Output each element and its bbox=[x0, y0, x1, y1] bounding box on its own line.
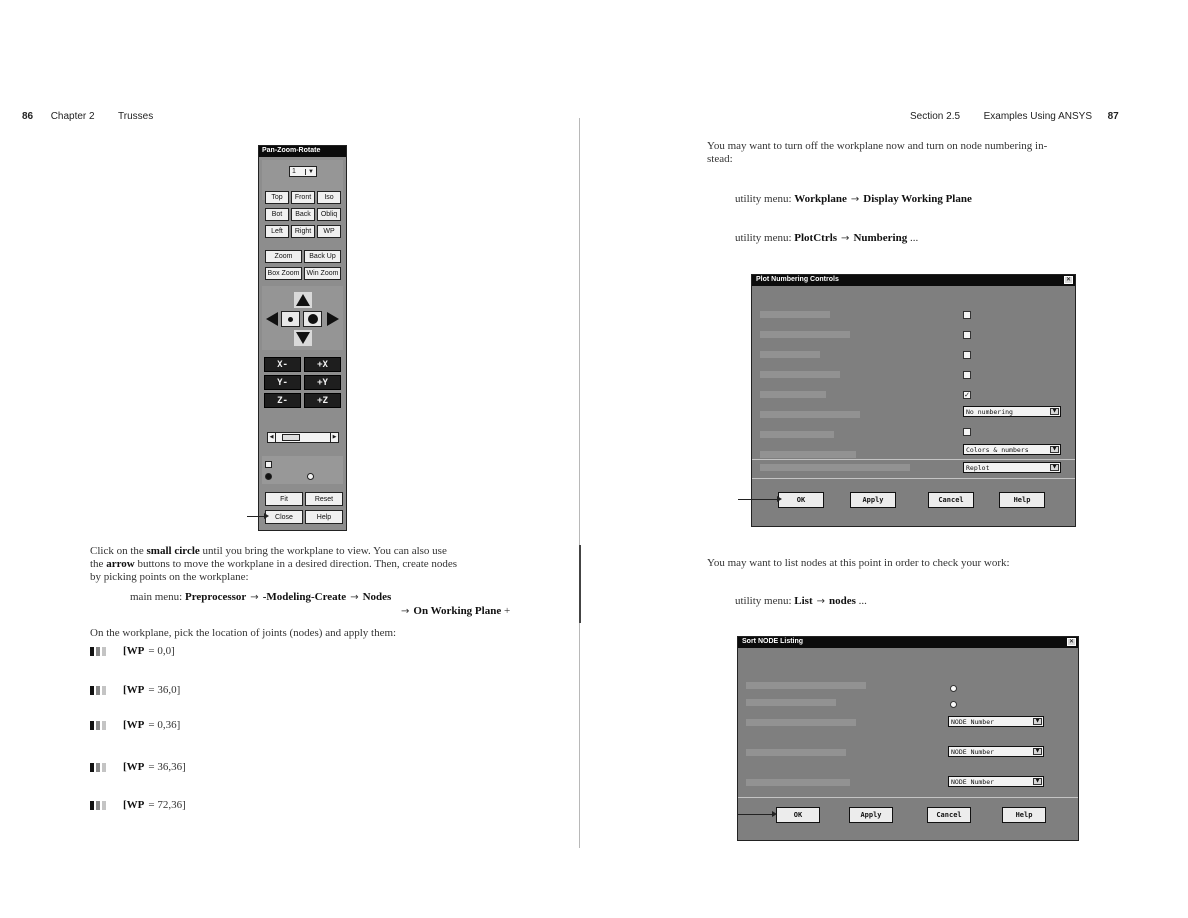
cancel-button[interactable]: Cancel bbox=[928, 492, 974, 508]
plot-numbering-title: Plot Numbering Controls bbox=[752, 275, 1075, 286]
close-button[interactable]: Close bbox=[265, 510, 303, 524]
left-paragraph-2: On the workplane, pick the location of joints (nodes) and apply them: bbox=[90, 627, 397, 639]
box-zoom-button[interactable]: Box Zoom bbox=[265, 267, 302, 280]
help-button[interactable]: Help bbox=[999, 492, 1045, 508]
utility-menu-list: utility menu: List → nodes ... bbox=[735, 595, 867, 607]
gutter-shadow bbox=[579, 545, 581, 623]
right-paragraph-2: You may want to list nodes at this point in order to check your work: bbox=[707, 557, 1010, 569]
plot-numbering-dialog bbox=[751, 274, 1076, 527]
ok-button[interactable]: OK bbox=[776, 807, 820, 823]
wp-step-5 bbox=[90, 798, 186, 812]
small-circle-icon bbox=[288, 317, 293, 322]
option-label-blurred bbox=[746, 779, 850, 786]
close-callout-arrow bbox=[247, 516, 265, 517]
wp-label: [WP bbox=[123, 799, 145, 811]
sort-field-value: NODE Number bbox=[951, 777, 995, 786]
sort-field-select-3[interactable] bbox=[948, 776, 1044, 787]
fit-button[interactable]: Fit bbox=[265, 492, 303, 506]
page-gutter bbox=[579, 118, 580, 848]
display-select[interactable] bbox=[963, 444, 1061, 455]
view-left-button[interactable]: Left bbox=[265, 225, 289, 238]
node-pick-icon bbox=[90, 646, 109, 657]
pan-zoom-rotate-title: Pan-Zoom-Rotate bbox=[259, 146, 346, 157]
view-iso-button[interactable]: Iso bbox=[317, 191, 341, 204]
sort-field-value: NODE Number bbox=[951, 747, 995, 756]
wp-value: = 36,0] bbox=[148, 684, 181, 696]
wp-value: = 0,0] bbox=[148, 645, 175, 657]
right-page-header bbox=[910, 111, 1119, 122]
checkbox-icon[interactable] bbox=[963, 331, 971, 339]
pan-zoom-rotate-panel bbox=[258, 145, 347, 531]
node-pick-icon bbox=[90, 762, 109, 773]
left-chapter-title: Trusses bbox=[118, 111, 154, 122]
mode-radio-2[interactable] bbox=[307, 473, 314, 480]
win-zoom-button[interactable]: Win Zoom bbox=[304, 267, 341, 280]
option-label-blurred bbox=[760, 311, 830, 318]
option-label-blurred bbox=[760, 431, 834, 438]
dropdown-icon: ▼ bbox=[1050, 446, 1059, 453]
option-label-blurred bbox=[760, 351, 820, 358]
dropdown-icon: ▼ bbox=[1033, 748, 1042, 755]
wp-step-4 bbox=[90, 760, 186, 774]
view-back-button[interactable]: Back bbox=[291, 208, 315, 221]
mode-radio-1[interactable] bbox=[265, 473, 272, 480]
sort-field-select-2[interactable] bbox=[948, 746, 1044, 757]
checkbox-icon[interactable] bbox=[963, 428, 971, 436]
big-circle-button[interactable] bbox=[303, 311, 322, 327]
view-bot-button[interactable]: Bot bbox=[265, 208, 289, 221]
replot-select-value: Replot bbox=[966, 463, 990, 472]
rotate-x-plus-button[interactable]: +X bbox=[304, 357, 341, 372]
utility-menu-workplane: utility menu: Workplane → Display Working Plane bbox=[735, 193, 972, 205]
dynamic-mode-checkbox[interactable] bbox=[265, 461, 272, 468]
rotate-z-plus-button[interactable]: +Z bbox=[304, 393, 341, 408]
right-section-label: Section 2.5 bbox=[910, 111, 961, 122]
view-obliq-button[interactable]: Obliq bbox=[317, 208, 341, 221]
rotate-z-minus-button[interactable]: Z- bbox=[264, 393, 301, 408]
radio-selected-icon[interactable] bbox=[950, 701, 957, 708]
option-label-blurred bbox=[746, 682, 866, 689]
option-label-blurred bbox=[760, 411, 860, 418]
window-select[interactable] bbox=[289, 166, 317, 177]
dropdown-icon: ▼ bbox=[1050, 408, 1059, 415]
dropdown-icon: ▼ bbox=[305, 169, 316, 175]
wp-step-1 bbox=[90, 644, 175, 658]
left-chapter-label: Chapter 2 bbox=[50, 111, 95, 122]
checkbox-icon[interactable] bbox=[963, 371, 971, 379]
replot-select[interactable] bbox=[963, 462, 1061, 473]
option-label-blurred bbox=[746, 719, 856, 726]
paragraph-line: stead: bbox=[707, 153, 733, 165]
wp-value: = 0,36] bbox=[148, 719, 181, 731]
left-paragraph-1 bbox=[90, 545, 457, 584]
close-icon[interactable]: ✕ bbox=[1068, 638, 1075, 645]
cancel-button[interactable]: Cancel bbox=[927, 807, 971, 823]
down-arrow-icon[interactable] bbox=[294, 330, 312, 346]
option-label-blurred bbox=[746, 699, 836, 706]
left-page-number: 86 bbox=[22, 111, 34, 122]
paragraph-line: You may want to turn off the workplane now and turn on node numbering in- bbox=[707, 140, 1048, 152]
radio-icon[interactable] bbox=[950, 685, 957, 692]
help-button[interactable]: Help bbox=[305, 510, 343, 524]
small-circle-button[interactable] bbox=[281, 311, 300, 327]
right-page-number: 87 bbox=[1107, 111, 1119, 122]
right-section-title: Examples Using ANSYS bbox=[983, 111, 1092, 122]
wp-label: [WP bbox=[123, 719, 145, 731]
reset-button[interactable]: Reset bbox=[305, 492, 343, 506]
paragraph-line: by picking points on the workplane: bbox=[90, 571, 249, 583]
wp-value: = 36,36] bbox=[148, 761, 186, 773]
dialog-separator bbox=[738, 797, 1078, 798]
zoom-button[interactable]: Zoom bbox=[265, 250, 302, 263]
help-button[interactable]: Help bbox=[1002, 807, 1046, 823]
checkbox-checked-icon[interactable]: ✓ bbox=[964, 391, 970, 399]
ok-callout-arrow bbox=[737, 814, 773, 815]
main-menu-path-line2: → On Working Plane + bbox=[401, 605, 511, 617]
replot-label-blurred bbox=[760, 464, 910, 471]
node-pick-icon bbox=[90, 720, 109, 731]
ok-callout-arrow bbox=[738, 499, 778, 500]
wp-label: [WP bbox=[123, 761, 145, 773]
option-label-blurred bbox=[760, 331, 850, 338]
option-label-blurred bbox=[760, 391, 826, 398]
option-label-blurred bbox=[760, 451, 856, 458]
dropdown-icon: ▼ bbox=[1050, 464, 1059, 471]
left-arrow-icon[interactable] bbox=[264, 310, 280, 328]
slider-thumb[interactable] bbox=[282, 434, 300, 441]
rate-slider[interactable] bbox=[267, 432, 339, 443]
checkbox-icon[interactable] bbox=[963, 311, 971, 319]
dialog-separator bbox=[752, 459, 1075, 460]
window-select-value: 1 bbox=[292, 168, 296, 175]
right-arrow-icon[interactable] bbox=[325, 310, 341, 328]
wp-value: = 72,36] bbox=[148, 799, 186, 811]
sort-field-select-1[interactable] bbox=[948, 716, 1044, 727]
numbering-select-value: No numbering bbox=[966, 407, 1013, 416]
paragraph-line: Click on the small circle until you bring the workplane to view. You can also use bbox=[90, 545, 447, 557]
wp-label: [WP bbox=[123, 645, 145, 657]
right-paragraph-1 bbox=[707, 140, 1047, 166]
checkbox-icon[interactable] bbox=[963, 351, 971, 359]
option-label-blurred bbox=[746, 749, 846, 756]
node-pick-icon bbox=[90, 800, 109, 811]
paragraph-line: the arrow buttons to move the workplane in a desired direction. Then, create nodes bbox=[90, 558, 458, 570]
node-pick-icon bbox=[90, 685, 109, 696]
left-page-header bbox=[22, 111, 153, 122]
up-arrow-icon[interactable] bbox=[294, 292, 312, 308]
numbering-select[interactable] bbox=[963, 406, 1061, 417]
dialog-separator bbox=[752, 478, 1075, 479]
wp-label: [WP bbox=[123, 684, 145, 696]
rotate-x-minus-button[interactable]: X- bbox=[264, 357, 301, 372]
apply-button[interactable]: Apply bbox=[849, 807, 893, 823]
option-label-blurred bbox=[760, 371, 840, 378]
sort-node-title: Sort NODE Listing bbox=[738, 637, 1078, 648]
dropdown-icon: ▼ bbox=[1033, 778, 1042, 785]
view-wp-button[interactable]: WP bbox=[317, 225, 341, 238]
back-up-button[interactable]: Back Up bbox=[304, 250, 341, 263]
close-icon[interactable]: ✕ bbox=[1065, 276, 1072, 283]
panel-texture bbox=[262, 456, 343, 484]
sort-field-value: NODE Number bbox=[951, 717, 995, 726]
wp-step-3 bbox=[90, 718, 180, 732]
slider-right-icon: ▶ bbox=[330, 433, 338, 442]
dropdown-icon: ▼ bbox=[1033, 718, 1042, 725]
utility-menu-plotctrls: utility menu: PlotCtrls → Numbering ... bbox=[735, 232, 919, 244]
sort-node-dialog bbox=[737, 636, 1079, 841]
view-right-button[interactable]: Right bbox=[291, 225, 315, 238]
ok-button[interactable]: OK bbox=[778, 492, 824, 508]
big-circle-icon bbox=[308, 314, 318, 324]
wp-step-2 bbox=[90, 683, 180, 697]
display-select-value: Colors & numbers bbox=[966, 445, 1029, 454]
view-top-button[interactable]: Top bbox=[265, 191, 289, 204]
view-front-button[interactable]: Front bbox=[291, 191, 315, 204]
rotate-y-minus-button[interactable]: Y- bbox=[264, 375, 301, 390]
slider-left-icon: ◀ bbox=[268, 433, 276, 442]
rotate-y-plus-button[interactable]: +Y bbox=[304, 375, 341, 390]
main-menu-path-line1: main menu: Preprocessor → -Modeling-Create → Nodes bbox=[130, 591, 392, 603]
apply-button[interactable]: Apply bbox=[850, 492, 896, 508]
